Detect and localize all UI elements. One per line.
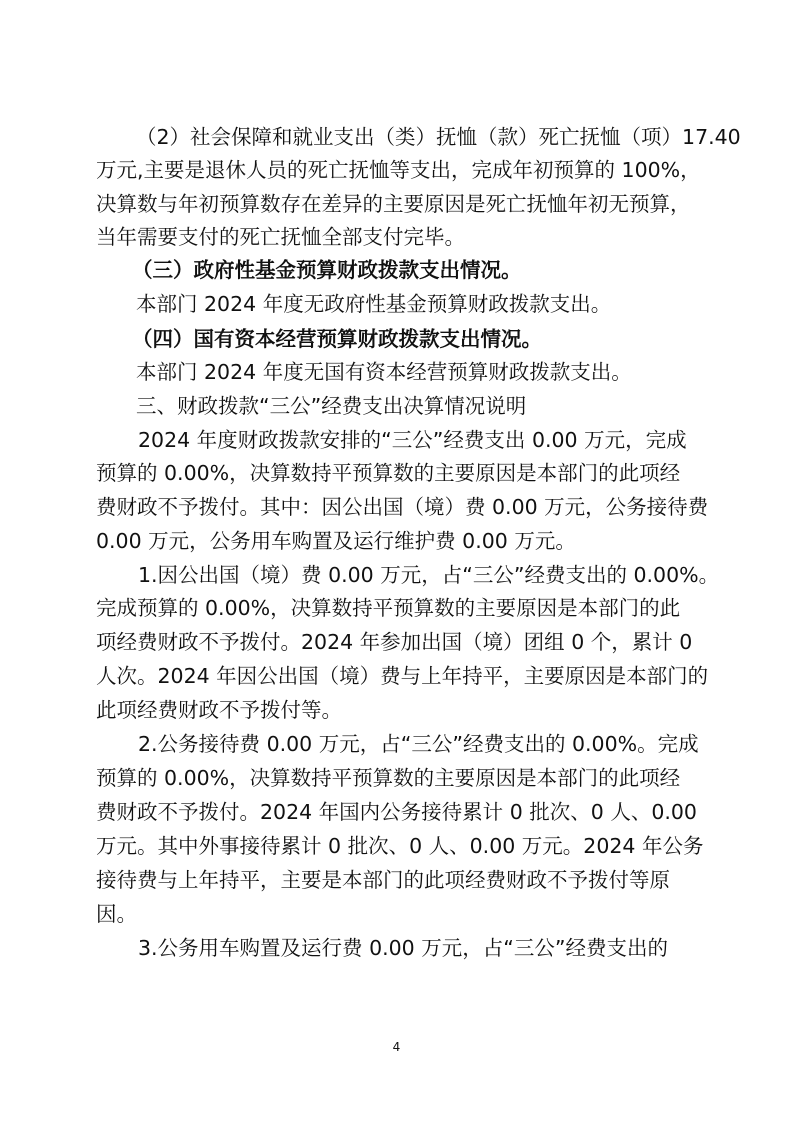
text-line: 万元。其中外事接待累计 0 批次、0 人、0.00 万元。2024 年公务	[96, 834, 704, 858]
text-line: 2.公务接待费 0.00 万元，占“三公”经费支出的 0.00%。完成	[138, 732, 699, 756]
text-line: 2024 年度财政拨款安排的“三公”经费支出 0.00 万元，完成	[138, 428, 687, 452]
text-line: 费财政不予拨付。其中：因公出国（境）费 0.00 万元，公务接待费	[96, 495, 709, 519]
text-line: 决算数与年初预算数存在差异的主要原因是死亡抚恤年初无预算，	[96, 192, 691, 216]
text-line: 此项经费财政不予拨付等。	[96, 698, 342, 722]
text-line: 完成预算的 0.00%，决算数持平预算数的主要原因是本部门的此	[96, 596, 681, 620]
section-heading: 三、财政拨款“三公”经费支出决算情况说明	[136, 394, 527, 418]
text-line: （2）社会保障和就业支出（类）抚恤（款）死亡抚恤（项）17.40	[136, 125, 741, 149]
text-line: 费财政不予拨付。2024 年国内公务接待累计 0 批次、0 人、0.00	[96, 800, 697, 824]
text-line: 接待费与上年持平，主要是本部门的此项经费财政不予拨付等原	[96, 868, 670, 892]
text-line: 项经费财政不予拨付。2024 年参加出国（境）团组 0 个，累计 0	[96, 630, 693, 654]
section-heading: （四）国有资本经营预算财政拨款支出情况。	[132, 327, 542, 351]
section-heading: （三）政府性基金预算财政拨款支出情况。	[132, 258, 522, 282]
text-line: 本部门 2024 年度无政府性基金预算财政拨款支出。	[136, 292, 612, 316]
text-line: 预算的 0.00%，决算数持平预算数的主要原因是本部门的此项经	[96, 461, 681, 485]
text-line: 3.公务用车购置及运行费 0.00 万元，占“三公”经费支出的	[138, 936, 668, 960]
text-line: 0.00 万元，公务用车购置及运行维护费 0.00 万元。	[96, 529, 576, 553]
page-number: 4	[392, 1040, 401, 1054]
text-line: 因。	[96, 902, 137, 926]
text-line: 预算的 0.00%，决算数持平预算数的主要原因是本部门的此项经	[96, 766, 681, 790]
text-line: 本部门 2024 年度无国有资本经营预算财政拨款支出。	[136, 360, 632, 384]
text-line: 万元,主要是退休人员的死亡抚恤等支出，完成年初预算的 100%，	[96, 158, 701, 182]
text-line: 当年需要支付的死亡抚恤全部支付完毕。	[96, 225, 465, 249]
text-line: 1.因公出国（境）费 0.00 万元，占“三公”经费支出的 0.00%。	[138, 563, 720, 587]
text-line: 人次。2024 年因公出国（境）费与上年持平，主要原因是本部门的	[96, 664, 709, 688]
